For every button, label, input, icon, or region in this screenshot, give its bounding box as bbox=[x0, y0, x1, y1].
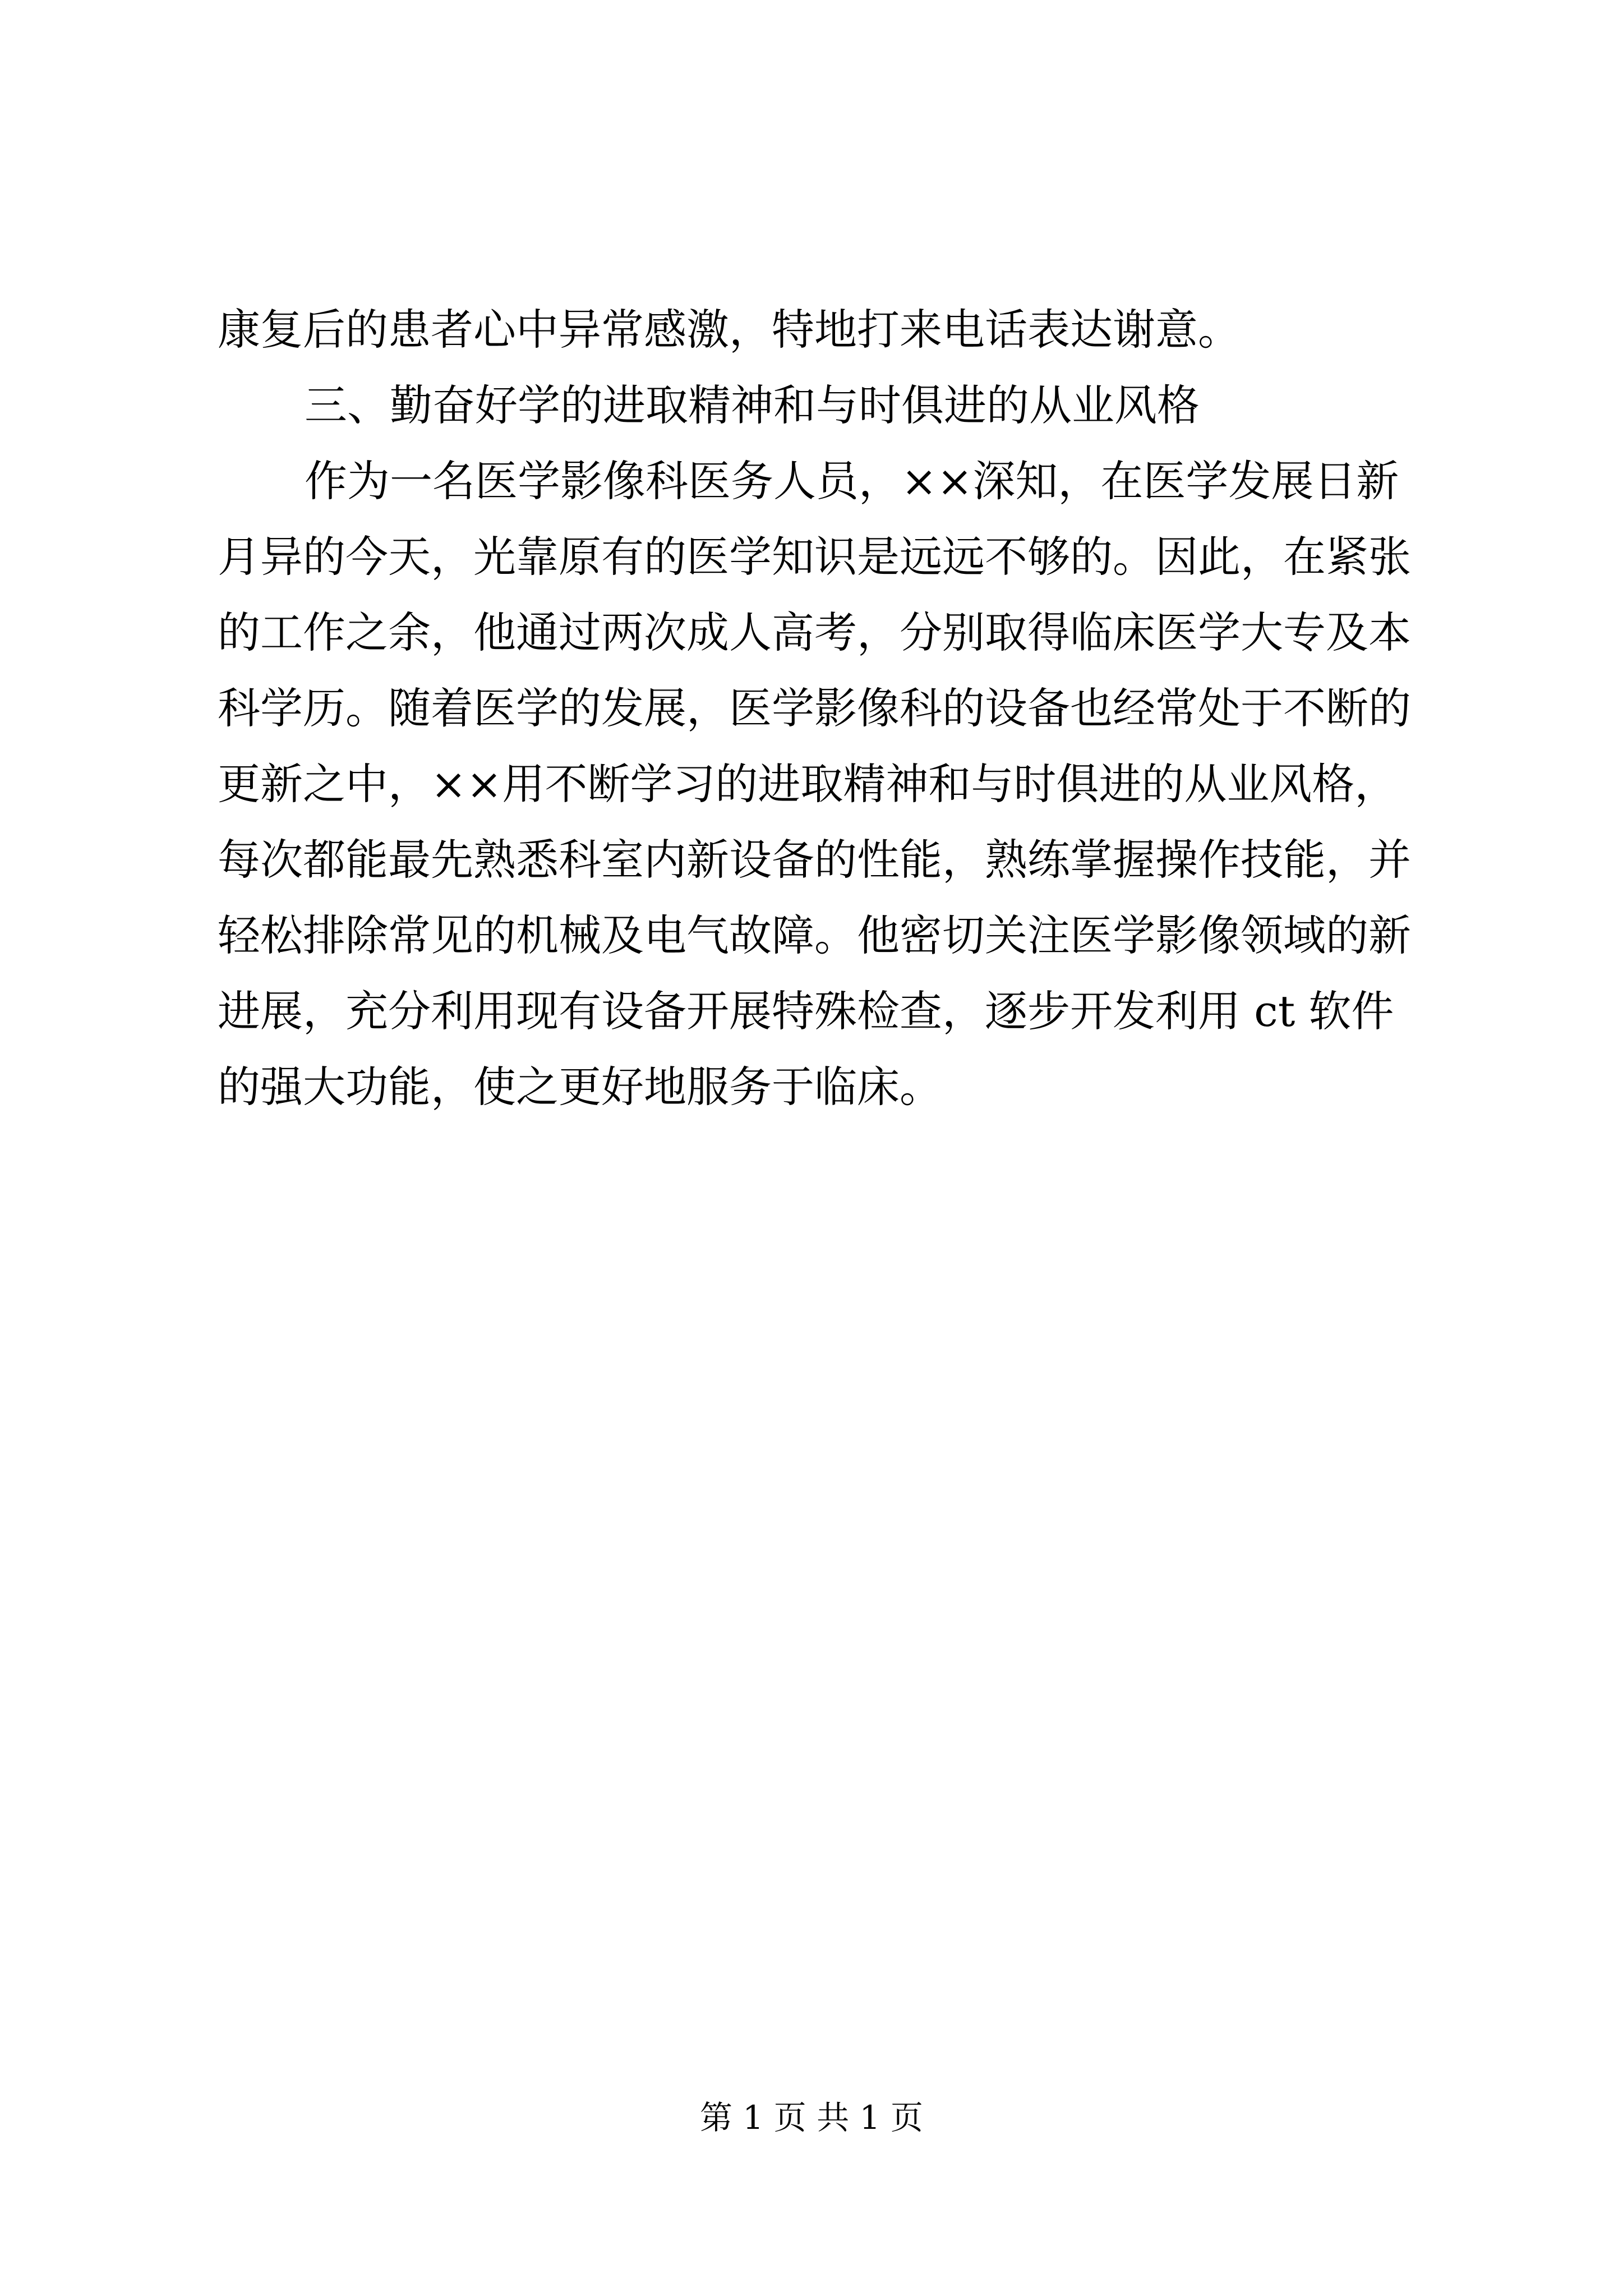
page-number: 第 1 页 共 1 页 bbox=[700, 2099, 923, 2137]
section-heading: 三、勤奋好学的进取精神和与时俱进的从业风格 bbox=[305, 380, 1200, 430]
document-body bbox=[218, 292, 1440, 1125]
paragraph-line: 的强大功能，使之更好地服务于临床。 bbox=[218, 1062, 942, 1112]
paragraph-line: 每次都能最先熟悉科室内新设备的性能，熟练掌握操作技能，并 bbox=[218, 835, 1411, 885]
paragraph-line: 康复后的患者心中异常感激，特地打来电话表达谢意。 bbox=[218, 305, 1241, 355]
paragraph-line: 的工作之余，他通过两次成人高考，分别取得临床医学大专及本 bbox=[218, 608, 1411, 657]
paragraph-line: 更新之中，××用不断学习的进取精神和与时俱进的从业风格， bbox=[218, 759, 1398, 809]
page-footer bbox=[0, 2095, 1623, 2140]
paragraph-line: 月异的今天，光靠原有的医学知识是远远不够的。因此，在紧张 bbox=[218, 532, 1411, 582]
paragraph-line: 轻松排除常见的机械及电气故障。他密切关注医学影像领域的新 bbox=[218, 910, 1411, 960]
paragraph-line: 作为一名医学影像科医务人员，××深知，在医学发展日新 bbox=[305, 456, 1399, 506]
paragraph-line: 进展，充分利用现有设备开展特殊检查，逐步开发利用 ct 软件 bbox=[218, 986, 1394, 1036]
paragraph-line: 科学历。随着医学的发展，医学影像科的设备也经常处于不断的 bbox=[218, 683, 1411, 733]
